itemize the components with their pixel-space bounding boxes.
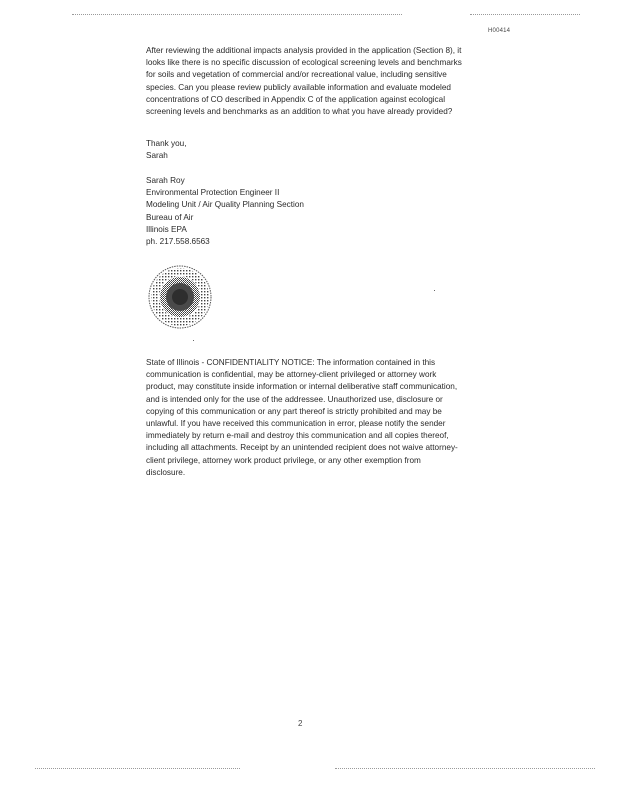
body-line: concentrations of CO described in Appendix C of the application against ecological bbox=[146, 94, 446, 104]
notice-line: copying of this communication or any part thereof is strictly prohibited and may be bbox=[146, 406, 442, 416]
signature-block bbox=[146, 175, 304, 248]
notice-line: unlawful. If you have received this communication in error, please notify the sender bbox=[146, 419, 446, 429]
notice-line: client privilege, attorney work product privilege, or any other exemption from bbox=[146, 455, 421, 465]
notice-line: State of Illinois - CONFIDENTIALITY NOTICE: The information contained in this bbox=[146, 358, 436, 367]
notice-line: including all attachments. Receipt by an unintended recipient does not waive attorney- bbox=[146, 443, 458, 453]
signature-bureau: Bureau of Air bbox=[146, 212, 194, 222]
closing bbox=[146, 138, 532, 162]
illinois-seal-icon bbox=[147, 264, 213, 330]
signature-title: Environmental Protection Engineer II bbox=[146, 188, 280, 198]
signature-unit: Modeling Unit / Air Quality Planning Section bbox=[146, 200, 304, 210]
body-line: screening levels and benchmarks as an addition to what you have already provided? bbox=[146, 107, 453, 117]
email-body-paragraph bbox=[146, 45, 532, 118]
closing-name: Sarah bbox=[146, 151, 168, 161]
notice-line: product, may constitute inside information or internal deliberative staff communication, bbox=[146, 382, 458, 392]
signature-name: Sarah Roy bbox=[146, 176, 185, 185]
scan-dotted-border-top-left bbox=[72, 14, 402, 16]
scan-speck bbox=[434, 290, 435, 291]
notice-line: disclosure. bbox=[146, 467, 186, 477]
signature-phone: ph. 217.558.6563 bbox=[146, 237, 210, 247]
scan-dotted-border-bottom-left bbox=[35, 768, 240, 770]
body-line: species. Can you please review publicly available information and evaluate modeled bbox=[146, 82, 451, 92]
confidentiality-notice bbox=[146, 357, 528, 479]
scan-dotted-border-top-right bbox=[470, 14, 580, 16]
scan-dotted-border-bottom-right bbox=[335, 768, 595, 770]
closing-thanks: Thank you, bbox=[146, 139, 187, 148]
body-line: After reviewing the additional impacts analysis provided in the application (Section 8), it bbox=[146, 46, 462, 55]
signature-agency: Illinois EPA bbox=[146, 224, 187, 234]
body-line: looks like there is no specific discussion of ecological screening levels and benchmarks bbox=[146, 58, 462, 68]
scan-speck bbox=[193, 340, 194, 341]
bates-number: H00414 bbox=[488, 28, 511, 34]
notice-line: immediately by return e-mail and destroy this communication and all copies thereof, bbox=[146, 431, 449, 441]
notice-line: communication is confidential, may be attorney-client privileged or attorney work bbox=[146, 370, 437, 380]
notice-line: and is intended only for the use of the addressee. Unauthorized use, disclosure or bbox=[146, 394, 443, 404]
page-number: 2 bbox=[298, 719, 303, 728]
body-line: for soils and vegetation of commercial and/or recreational value, including sensitive bbox=[146, 70, 447, 80]
